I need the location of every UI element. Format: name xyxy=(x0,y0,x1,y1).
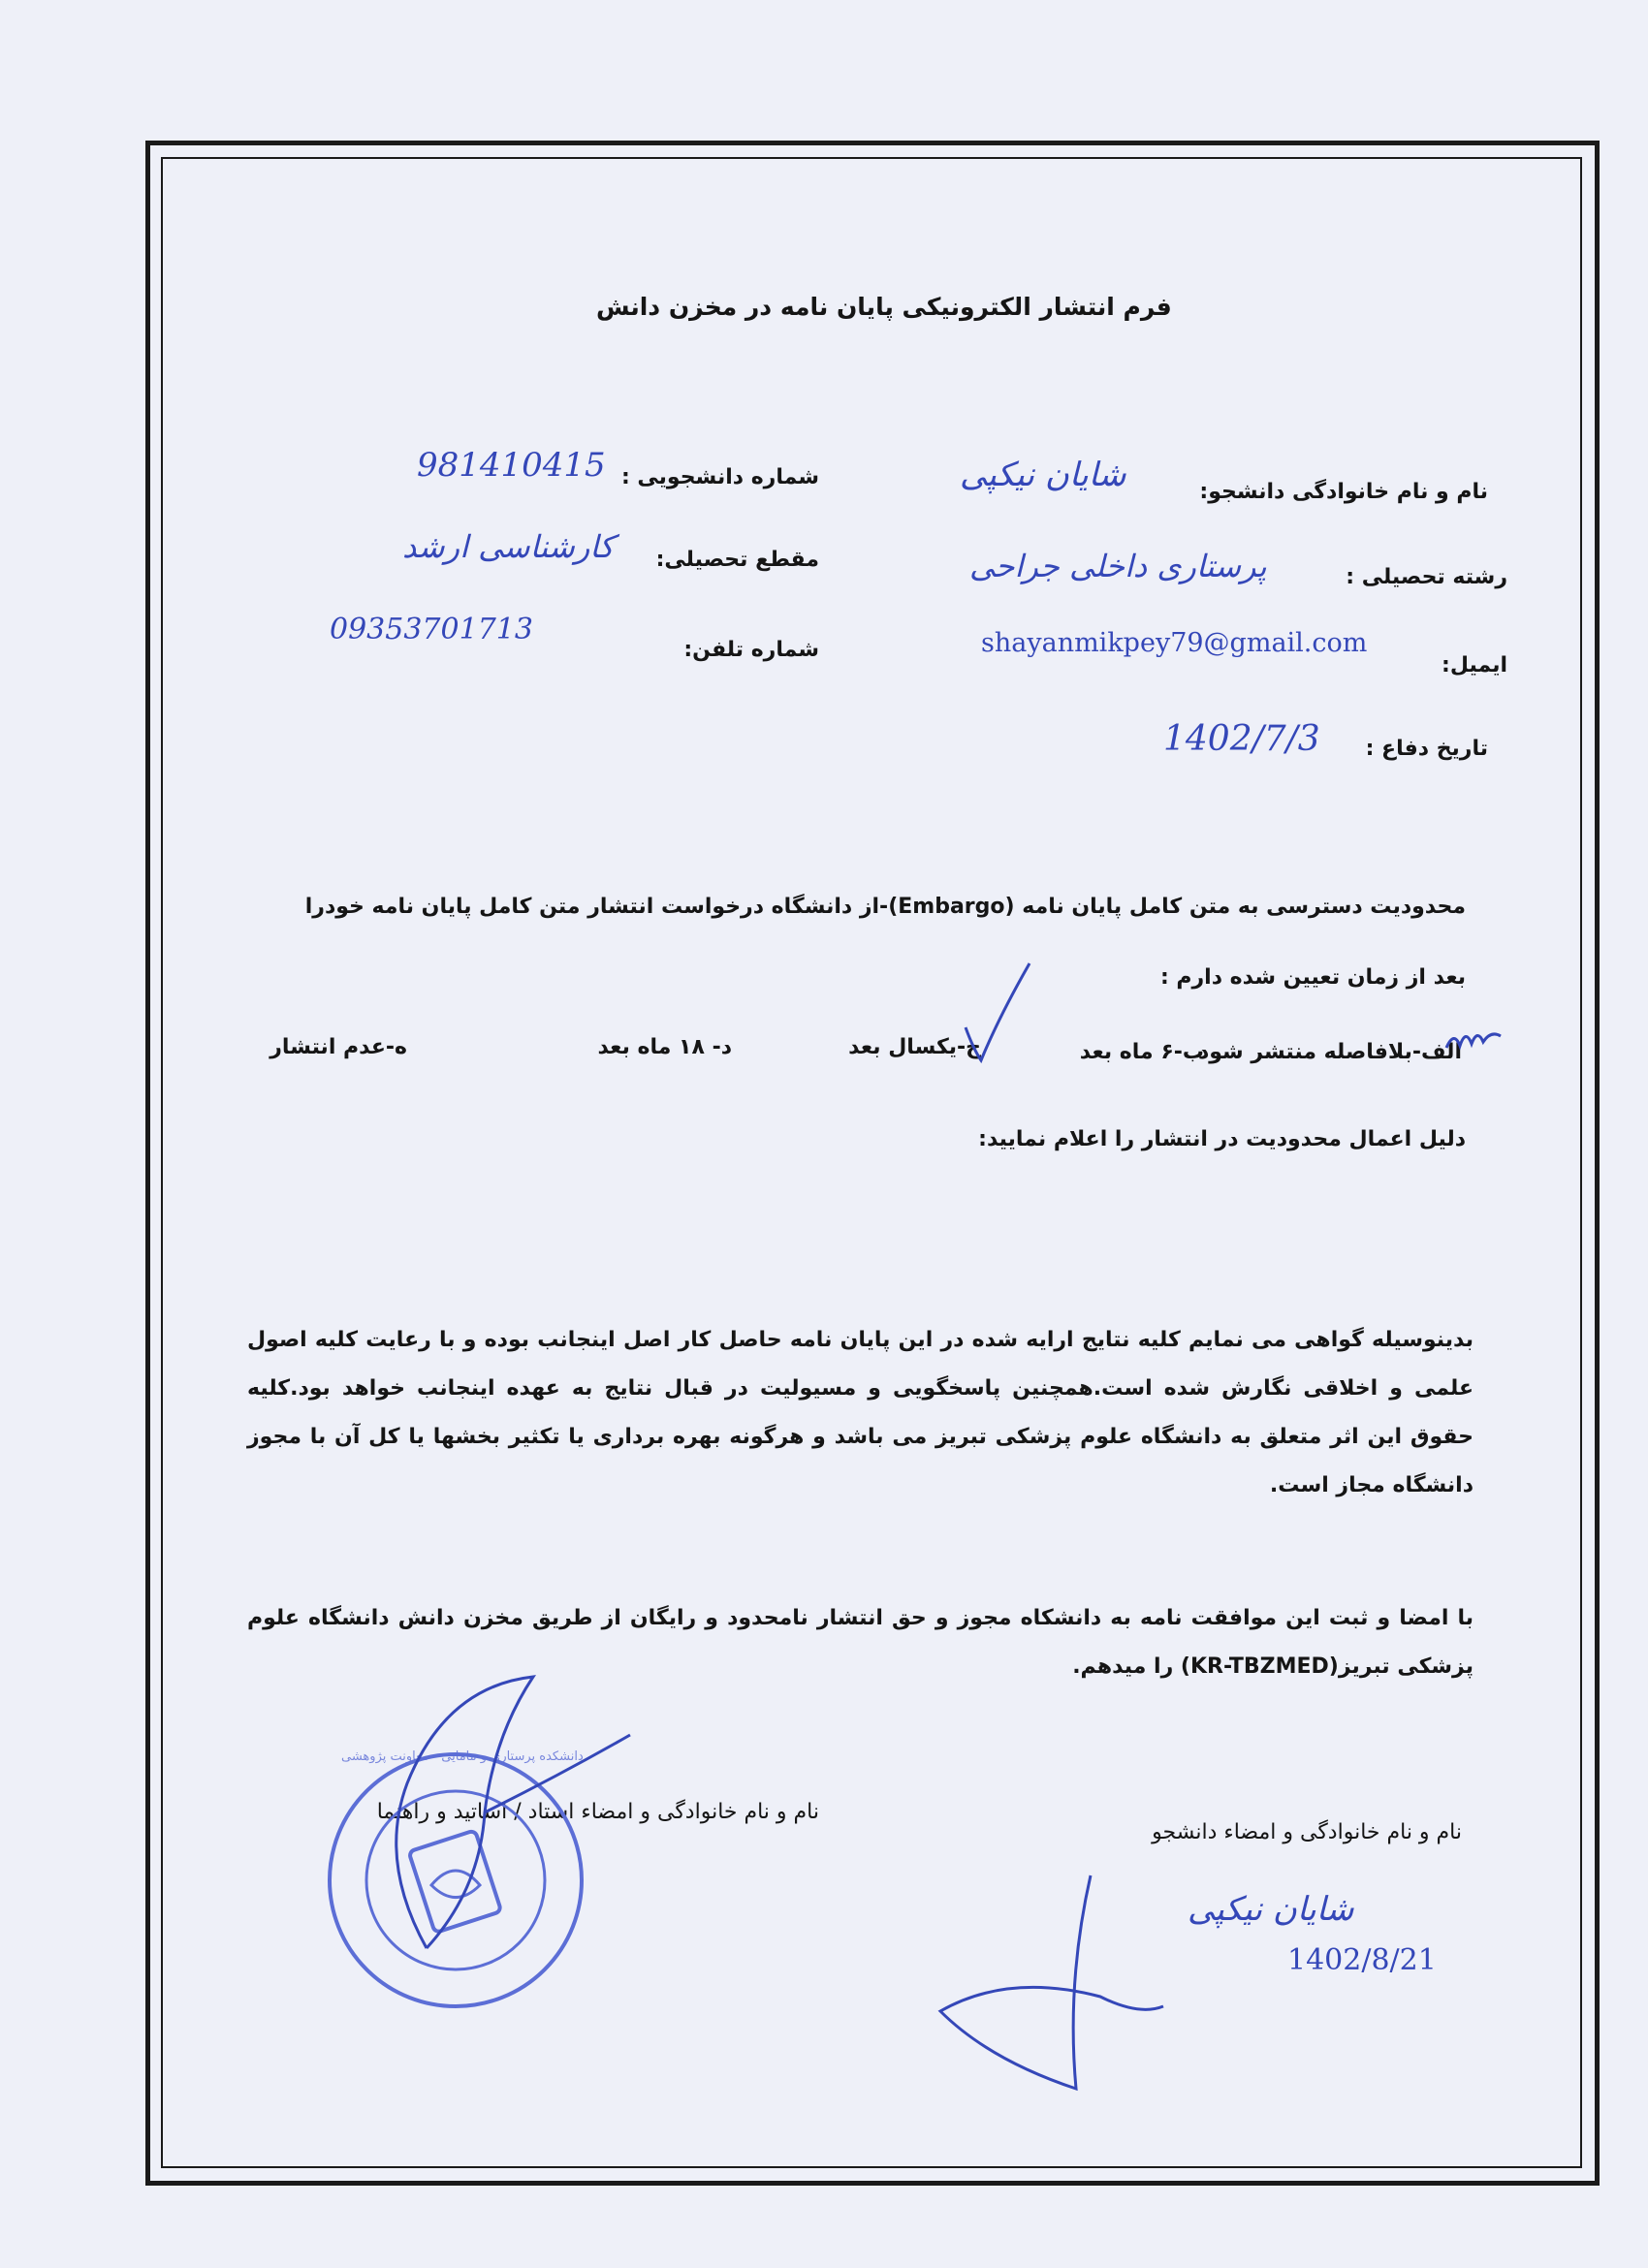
embargo-line-1: محدودیت دسترسی به متن کامل پایان نامه (Embargo)-از دانشگاه درخواست انتشار متن کامل پایان نامه خودرا xyxy=(304,895,1466,919)
embargo-line-2: بعد از زمان تعیین شده دارم : xyxy=(1159,965,1466,990)
checkmark-icon xyxy=(960,960,1037,1066)
consent-paragraph: با امضا و ثبت این موافقت نامه به دانشکاه مجوز و حق انتشار نامحدود و رایگان از طریق مخزن دانش دانشگاه علوم پزشکی تبریز(KR-TBZMED) را میدهم. xyxy=(247,1606,1474,1679)
field-of-study-label: رشته تحصیلی : xyxy=(1346,565,1507,589)
scribble-mark-icon xyxy=(1444,1023,1503,1061)
student-id-label: شماره دانشجویی : xyxy=(620,465,819,489)
email-label: ایمیل: xyxy=(1442,653,1507,677)
student-id-value: 981410415 xyxy=(417,446,606,485)
embargo-option-no-publish: ه-عدم انتشار xyxy=(269,1035,407,1059)
degree-label: مقطع تحصیلی: xyxy=(655,548,819,572)
form-title: فرم انتشار الکترونیکی پایان نامه در مخزن دانش xyxy=(596,293,1172,321)
email-value: shayanmikpey79@gmail.com xyxy=(981,628,1368,658)
embargo-term: Embargo xyxy=(898,895,1005,919)
defense-date-label: تاریخ دفاع : xyxy=(1365,737,1488,761)
name-label: نام و نام خانوادگی دانشجو: xyxy=(1199,480,1488,504)
supervisor-signature-icon xyxy=(368,1667,640,1958)
embargo-option-18-months: د- ۱۸ ماه بعد xyxy=(597,1035,732,1059)
field-of-study-value: پرستاری داخلی جراحی xyxy=(969,548,1267,584)
name-value: شایان نیکپی xyxy=(960,456,1126,494)
embargo-option-6-months: ب-۶ ماه بعد xyxy=(1079,1040,1204,1064)
embargo-option-immediate: الف-بلافاصله منتشر شود xyxy=(1197,1040,1462,1064)
student-signature-name: شایان نیکپی xyxy=(1188,1890,1354,1929)
stamp-text: دانشکده پرستاری و مامایی - معاونت پژوهشی xyxy=(341,1749,584,1764)
phone-value: 09353701713 xyxy=(330,613,533,646)
defense-date-value: 1402/7/3 xyxy=(1163,719,1320,759)
student-signature-date: 1402/8/21 xyxy=(1287,1943,1437,1977)
student-signature-label: نام و نام خانوادگی و امضاء دانشجو xyxy=(1152,1820,1462,1844)
embargo-option-1-year: ج-یکسال بعد xyxy=(848,1035,981,1059)
declaration-paragraph: بدینوسیله گواهی می نمایم کلیه نتایج ارایه شده در این پایان نامه حاصل کار اصل اینجانب بوده و با رعایت کلیه اصول علمی و اخلاقی نگارش شده است.همچنین پاسخگویی و مسیولیت در قبال نتایج به عهده اینجانب خواهد بود.کلیه حقوق این اثر متعلق به دانشگاه علوم پزشکی تبریز می باشد و هرگونه بهره برداری یا تکثیر بخشها یا کل آن با مجوز دانشگاه مجاز است. xyxy=(247,1328,1474,1497)
degree-value: کارشناسی ارشد xyxy=(402,528,615,565)
consent-code: KR-TBZMED xyxy=(1189,1654,1329,1679)
supervisor-signature-label: نام و نام خانوادگی و امضاء استاد / اساتید و راهنما xyxy=(376,1800,819,1824)
student-signature-icon xyxy=(931,1866,1192,2098)
embargo-reason-label: دلیل اعمال محدودیت در انتشار را اعلام نمایید: xyxy=(978,1127,1466,1151)
phone-label: شماره تلفن: xyxy=(683,638,819,662)
